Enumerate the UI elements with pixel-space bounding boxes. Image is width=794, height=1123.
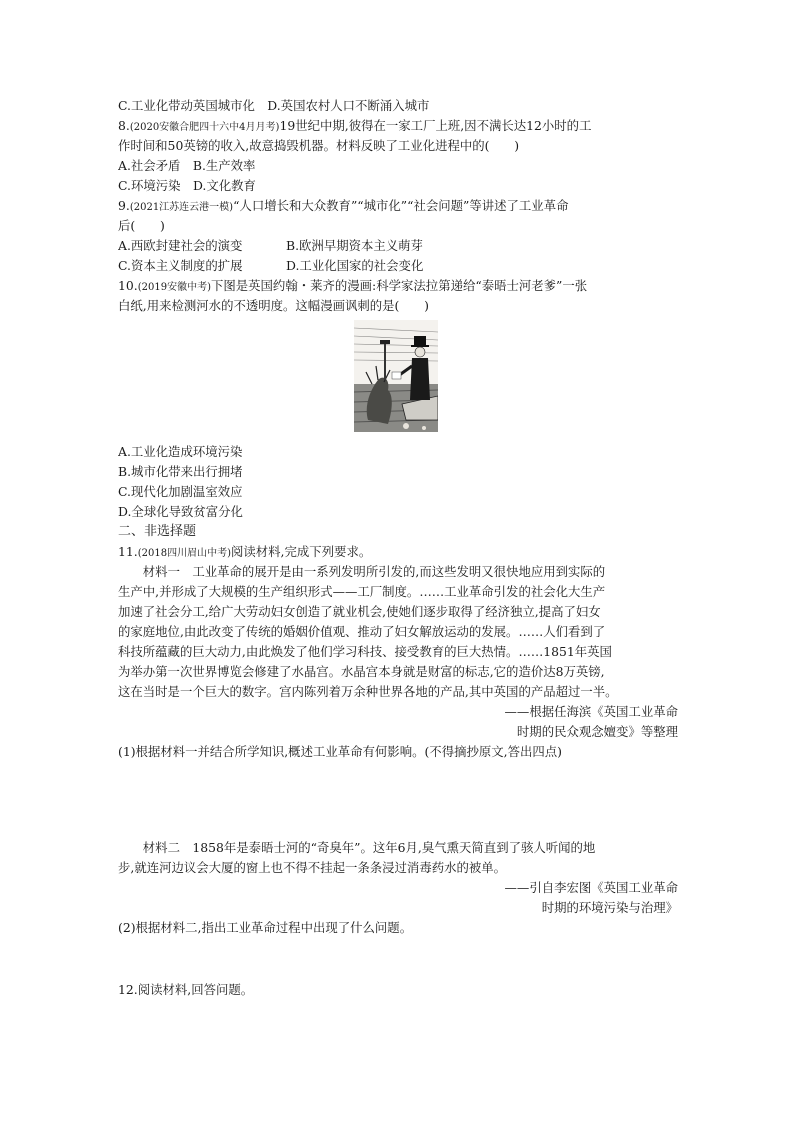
- q9-option-d: D.工业化国家的社会变化: [286, 258, 424, 273]
- q11-stem: [118, 542, 678, 562]
- q8-number: 8.: [118, 118, 130, 133]
- q12-stem: 12.阅读材料,回答问题。: [118, 982, 254, 997]
- q11-material2-line: 步,就连河边议会大厦的窗上也不得不挂起一条条浸过消毒药水的被单。: [118, 860, 507, 875]
- q11-question1: (1)根据材料一并结合所学知识,概述工业革命有何影响。(不得摘抄原文,答出四点): [118, 744, 562, 759]
- q9-options-ab: [118, 236, 678, 256]
- q11-material2-citation: ——引自李宏图《英国工业革命: [504, 880, 678, 895]
- q10-option-a: A.工业化造成环境污染: [118, 444, 243, 459]
- cartoon-figure: [354, 320, 438, 432]
- q11-material1-line: 材料一 工业革命的展开是由一系列发明所引发的,而这些发明又很快地应用到实际的: [142, 564, 606, 579]
- q10-option-d: D.全球化导致贫富分化: [118, 504, 243, 519]
- q8-source: (2020安徽合肥四十六中4月月考): [129, 122, 280, 133]
- q11-stem-text: 阅读材料,完成下列要求。: [230, 544, 372, 559]
- q9-source: (2021江苏连云港一模): [129, 202, 234, 213]
- q9-options-cd: [118, 256, 678, 276]
- q11-source: (2018四川眉山中考): [137, 548, 231, 559]
- q10-stem-text1: 下图是英国约翰・莱齐的漫画:科学家法拉第递给“泰晤士河老爹”一张: [210, 278, 588, 293]
- q11-material1-line: 这在当时是一个巨大的数字。宫内陈列着万余种世界各地的产品,其中英国的产品超过一半。: [118, 684, 618, 699]
- q9-number: 9.: [118, 198, 130, 213]
- q11-material1-line: 加速了社会分工,给广大劳动妇女创造了就业机会,使她们逐步取得了经济独立,提高了妇女: [118, 604, 601, 619]
- q8-stem-text1: 19世纪中期,彼得在一家工厂上班,因不满长达12小时的工: [279, 118, 592, 133]
- q11-material1-line: 的家庭地位,由此改变了传统的婚姻价值观、推动了妇女解放运动的发展。……人们看到了: [118, 624, 606, 639]
- q8-options-cd: [118, 176, 678, 196]
- q11-question2: (2)根据材料二,指出工业革命过程中出现了什么问题。: [118, 920, 413, 935]
- q11-number: 11.: [118, 544, 138, 559]
- q11-answer-space2[interactable]: [118, 938, 678, 980]
- q7-options-cd: C.工业化带动英国城市化 D.英国农村人口不断涌入城市: [118, 98, 430, 113]
- q9-option-c: C.资本主义制度的扩展: [118, 258, 243, 273]
- q11-material2-line: 材料二 1858年是泰晤士河的“奇臭年”。这年6月,臭气熏天简直到了骇人听闻的地: [142, 840, 596, 855]
- q11-material1-line: 生产中,并形成了大规模的生产组织形式——工厂制度。……工业革命引发的社会化大生产: [118, 584, 606, 599]
- q9-stem-line1: [118, 196, 678, 216]
- q10-stem-line1: [118, 276, 678, 296]
- q10-option-c: C.现代化加剧温室效应: [118, 484, 243, 499]
- q9-option-b: B.欧洲早期资本主义萌芽: [286, 238, 423, 253]
- q9-stem-line2: 后( ): [118, 218, 165, 233]
- q10-source: (2019安徽中考): [137, 282, 211, 293]
- q8-options-ab: [118, 156, 678, 176]
- q8-option-c: C.环境污染: [118, 178, 181, 193]
- q11-material2-citation: 时期的环境污染与治理》: [541, 900, 678, 915]
- worksheet-page: [118, 96, 678, 1000]
- q10-stem-line2: 白纸,用来检测河水的不透明度。这幅漫画讽刺的是( ): [118, 298, 429, 313]
- section-heading: 二、非选择题: [118, 524, 197, 539]
- q8-option-d: D.文化教育: [192, 178, 256, 193]
- q8-option-a: A.社会矛盾: [118, 158, 181, 173]
- q11-material1-citation: ——根据任海滨《英国工业革命: [504, 704, 678, 719]
- q9-option-a: A.西欧封建社会的演变: [118, 238, 243, 253]
- q11-material1-line: 为举办第一次世界博览会修建了水晶宫。水晶宫本身就是财富的标志,它的造价达8万英镑,: [118, 664, 605, 679]
- q8-option-b: B.生产效率: [192, 158, 256, 173]
- q10-number: 10.: [118, 278, 138, 293]
- q8-stem-line1: [118, 116, 678, 136]
- q11-material1-line: 科技所蕴藏的巨大动力,由此焕发了他们学习科技、接受教育的巨大热情。……1851年英国: [118, 644, 612, 659]
- q11-answer-space1[interactable]: [118, 762, 678, 838]
- q9-stem-text1: “人口增长和大众教育”“城市化”“社会问题”等讲述了工业革命: [233, 198, 569, 213]
- q11-material1-citation: 时期的民众观念嬗变》等整理: [516, 724, 678, 739]
- q8-stem-line2: 作时间和50英镑的收入,故意捣毁机器。材料反映了工业化进程中的( ): [118, 138, 520, 153]
- q10-option-b: B.城市化带来出行拥堵: [118, 464, 243, 479]
